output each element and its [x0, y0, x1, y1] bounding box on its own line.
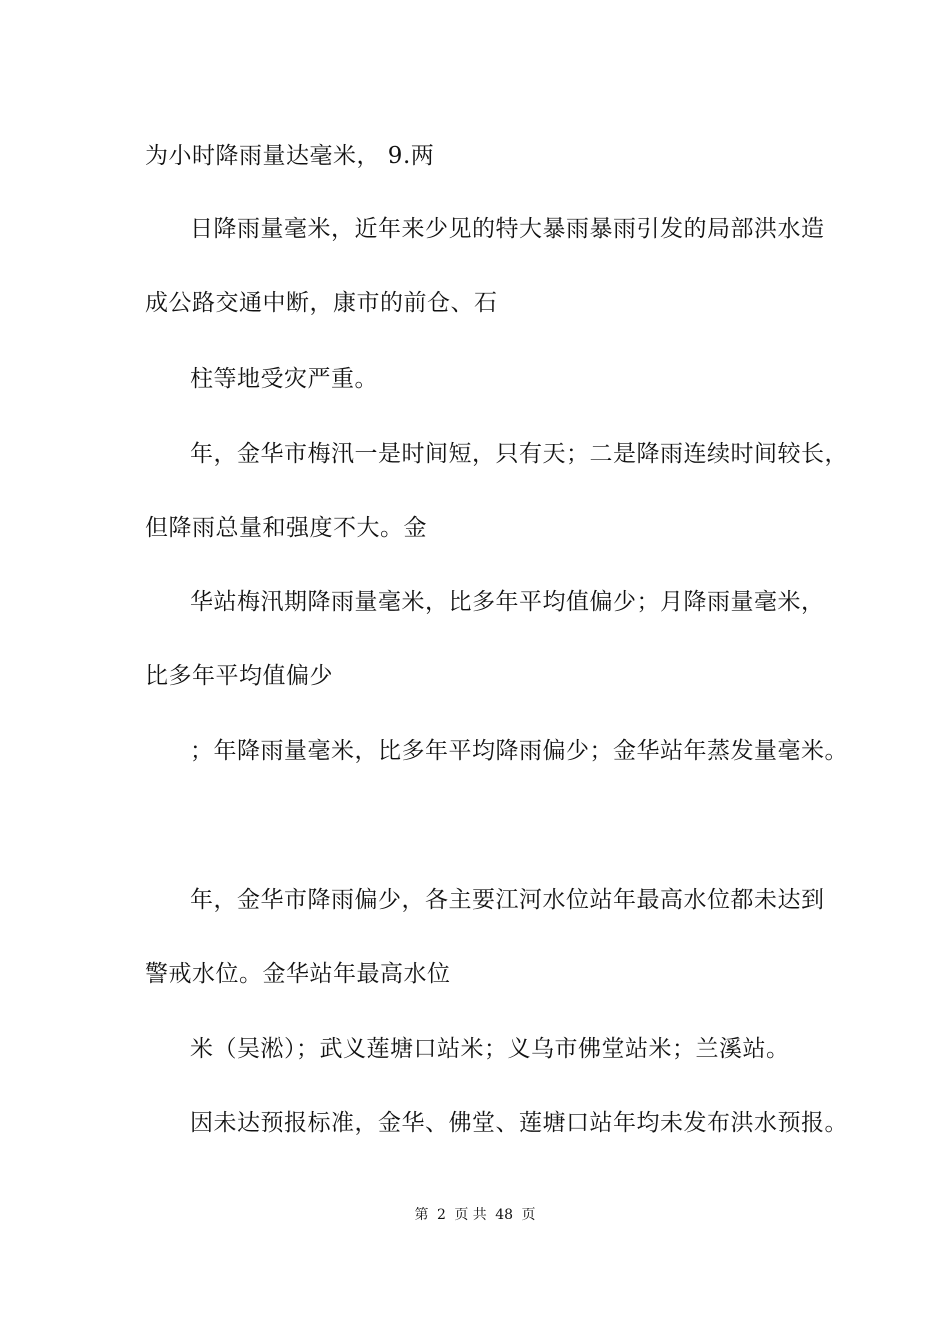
- text-line-5: 年，金华市梅汛一是时间短，只有天；二是降雨连续时间较长，: [190, 441, 848, 467]
- footer-total-pages: 48: [495, 1207, 514, 1223]
- text-line-2: 日降雨量毫米，近年来少见的特大暴雨暴雨引发的局部洪水造: [190, 216, 825, 242]
- text-line-7: 华站梅汛期降雨量毫米，比多年平均值偏少；月降雨量毫米，: [190, 589, 825, 615]
- text-line-4: 柱等地受灾严重。: [190, 366, 378, 392]
- text-line-3: 成公路交通中断，康市的前仓、石: [145, 290, 498, 316]
- text-line-8: 比多年平均值偏少: [145, 663, 333, 689]
- text-line-1: 为小时降雨量达毫米， 9.两: [145, 143, 435, 169]
- text-line-9: ；年降雨量毫米，比多年平均降雨偏少；金华站年蒸发量毫米。: [190, 738, 848, 764]
- text-line-13: 因未达预报标准，金华、佛堂、莲塘口站年均未发布洪水预报。: [190, 1110, 848, 1136]
- footer-middle: 页 共: [454, 1207, 487, 1223]
- text-line-6: 但降雨总量和强度不大。金: [145, 515, 427, 541]
- footer-prefix: 第: [414, 1207, 429, 1223]
- text-line-11: 警戒水位。金华站年最高水位: [145, 961, 451, 987]
- text-line-10: 年，金华市降雨偏少，各主要江河水位站年最高水位都未达到: [190, 887, 825, 913]
- footer-current-page: 2: [436, 1207, 446, 1223]
- footer-suffix: 页: [521, 1207, 536, 1223]
- text-line-12: 米（吴淞）；武义莲塘口站米；义乌市佛堂站米；兰溪站。: [190, 1036, 790, 1062]
- page-footer: [0, 1206, 950, 1224]
